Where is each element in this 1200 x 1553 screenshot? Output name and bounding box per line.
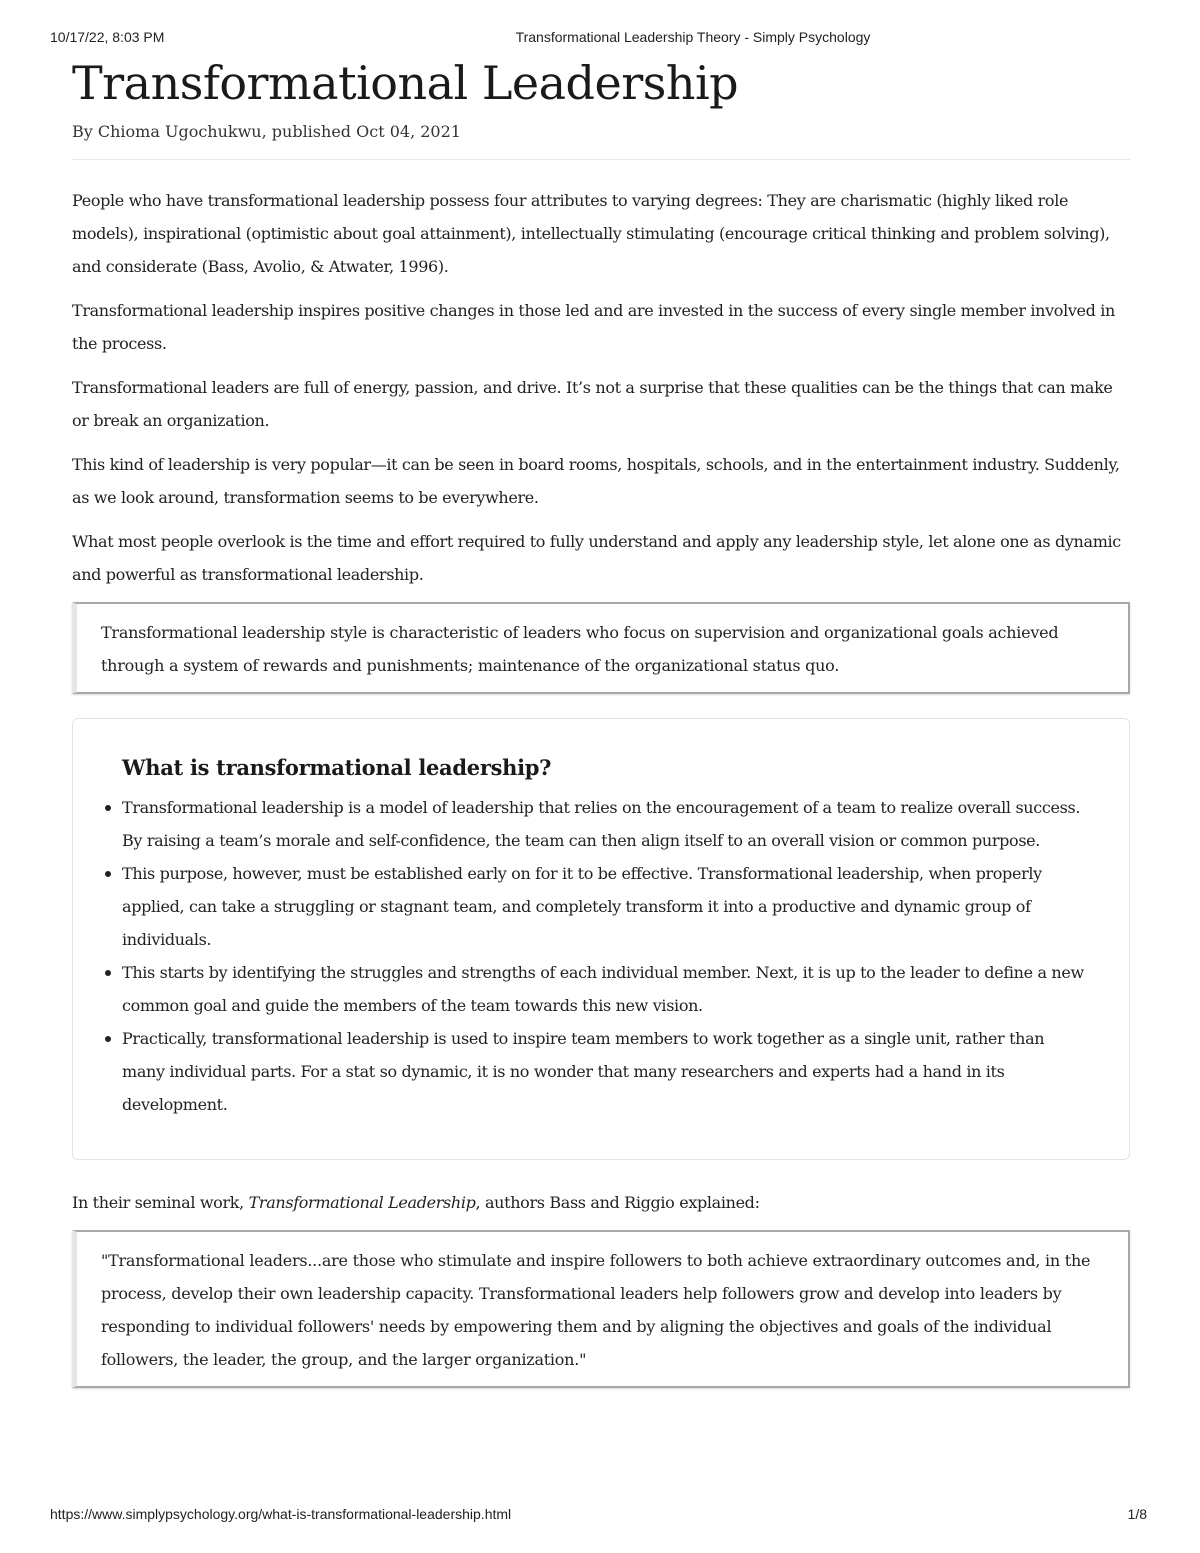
page-number: 1/8 bbox=[1127, 1506, 1147, 1522]
summary-box bbox=[72, 718, 1130, 1160]
header-divider bbox=[72, 159, 1130, 160]
list-item bbox=[122, 956, 1089, 1022]
page-url: https://www.simplypsychology.org/what-is-transformational-leadership.html bbox=[50, 1506, 512, 1522]
article bbox=[72, 50, 1132, 1388]
bullet-icon bbox=[105, 871, 111, 877]
definition-callout bbox=[72, 602, 1130, 694]
list-item-text: Transformational leadership is a model of leadership that relies on the encouragement of a team to realize overall success. By raising a team’s morale and self-confidence, the team can then align itself to an overall vision or common purpose. bbox=[122, 798, 1081, 850]
bullet-icon bbox=[105, 1036, 111, 1042]
bullet-icon bbox=[105, 970, 111, 976]
quote-intro-before: In their seminal work, bbox=[72, 1193, 249, 1212]
article-title: Transformational Leadership bbox=[72, 56, 739, 110]
article-byline: By Chioma Ugochukwu, published Oct 04, 2021 bbox=[72, 122, 461, 141]
paragraph: Transformational leaders are full of energy, passion, and drive. It’s not a surprise that these qualities can be the things that can make or break an organization. bbox=[72, 378, 1113, 430]
list-item bbox=[122, 1022, 1089, 1121]
quote-text: "Transformational leaders...are those who stimulate and inspire followers to both achieve extraordinary outcomes and, in the process, develop their own leadership capacity. Transformational leaders help followers grow and develop into leaders by responding to individual followers' needs by empowering them and by aligning the objectives and goals of the individual followers, the leader, the group, and the larger organization." bbox=[101, 1251, 1091, 1369]
paragraph: This kind of leadership is very popular—it can be seen in board rooms, hospitals, schools, and in the entertainment industry. Suddenly, as we look around, transformation seems to be everywhere. bbox=[72, 455, 1120, 507]
print-document-title: Transformational Leadership Theory - Simply Psychology bbox=[515, 29, 871, 45]
print-datetime: 10/17/22, 8:03 PM bbox=[50, 29, 165, 45]
book-title: Transformational Leadership bbox=[248, 1193, 476, 1212]
quote-intro bbox=[72, 1186, 1132, 1219]
list-item-text: Practically, transformational leadership is used to inspire team members to work together as a single unit, rather than many individual parts. For a stat so dynamic, it is no wonder that many researchers and experts had a hand in its development. bbox=[122, 1029, 1045, 1114]
print-footer bbox=[0, 1506, 1200, 1526]
bullet-icon bbox=[105, 805, 111, 811]
list-item bbox=[122, 857, 1089, 956]
paragraph: What most people overlook is the time and effort required to fully understand and apply any leadership style, let alone one as dynamic and powerful as transformational leadership. bbox=[72, 532, 1121, 584]
list-item-text: This purpose, however, must be established early on for it to be effective. Transformational leadership, when properly applied, can take a struggling or stagnant team, and completely transform it into a productive and dynamic group of individuals. bbox=[122, 864, 1042, 949]
summary-list bbox=[122, 791, 1089, 1121]
quote-intro-after: , authors Bass and Riggio explained: bbox=[475, 1193, 760, 1212]
summary-heading: What is transformational leadership? bbox=[122, 755, 552, 780]
list-item bbox=[122, 791, 1089, 857]
paragraph: People who have transformational leadership possess four attributes to varying degrees: They are charismatic (highly liked role models), inspirational (optimistic about goal attainment), intellectually stimulating (encourage critical thinking and problem solving), and considerate (Bass, Avolio, & Atwater, 1996). bbox=[72, 191, 1110, 276]
print-header bbox=[0, 29, 1200, 49]
callout-text: Transformational leadership style is characteristic of leaders who focus on supervision and organizational goals achieved through a system of rewards and punishments; maintenance of the organizational status quo. bbox=[101, 623, 1059, 675]
paragraph: Transformational leadership inspires positive changes in those led and are invested in the success of every single member involved in the process. bbox=[72, 301, 1115, 353]
list-item-text: This starts by identifying the struggles and strengths of each individual member. Next, it is up to the leader to define a new common goal and guide the members of the team towards this new vision. bbox=[122, 963, 1084, 1015]
quote-block bbox=[72, 1230, 1130, 1388]
